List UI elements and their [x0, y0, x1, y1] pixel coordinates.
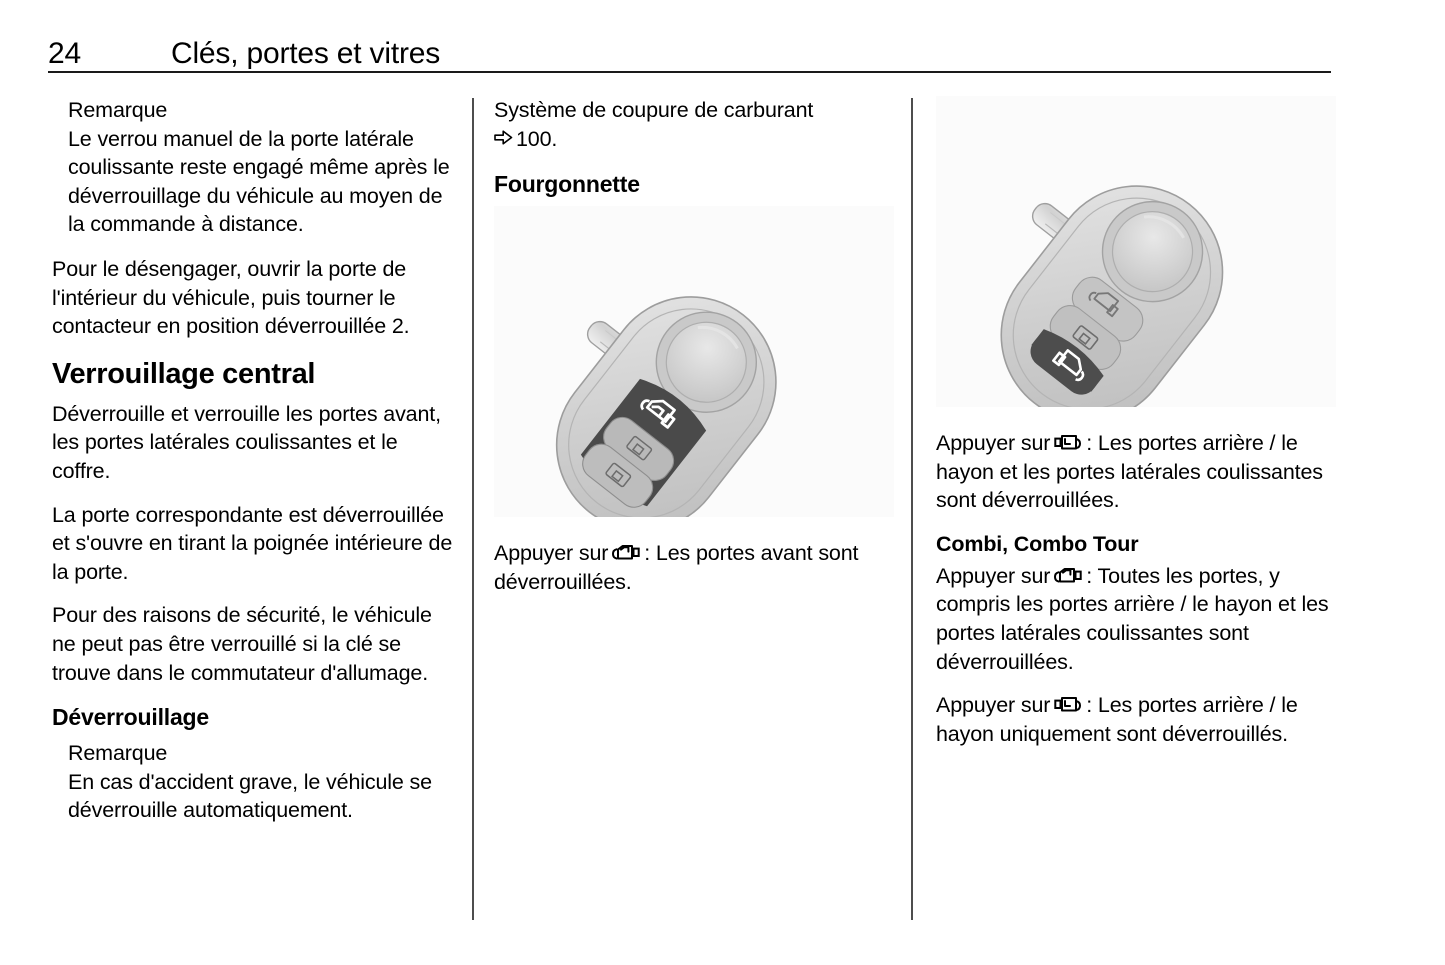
- key-fob-van-svg: [494, 206, 894, 517]
- caption-prefix: Appuyer sur: [936, 431, 1051, 455]
- heading-central-locking: Verrouillage central: [52, 357, 316, 390]
- note-title: Remarque: [68, 98, 168, 122]
- column-divider-2: [911, 98, 913, 920]
- column-3: [936, 96, 1340, 763]
- caption-combi-rear-doors: [936, 429, 1340, 515]
- cross-reference-fuel-cutoff: [494, 96, 898, 154]
- key-fob-combi-svg: [936, 96, 1336, 407]
- caption-suffix: : Les portes avant sont déverrouillées.: [494, 541, 859, 594]
- page-number: 24: [48, 37, 81, 70]
- page-header: [48, 36, 1331, 76]
- caption-prefix: Appuyer sur: [936, 693, 1051, 718]
- heading-combi-combo-tour: Combi, Combo Tour: [936, 531, 1139, 556]
- header-rule: [48, 71, 1331, 73]
- column-divider-1: [472, 98, 474, 920]
- caption-combi-all-doors: [936, 562, 1340, 676]
- note-text: En cas d'accident grave, le véhicule se déverrouille automatiquement.: [68, 769, 432, 823]
- caption-prefix: Appuyer sur: [936, 563, 1051, 588]
- paragraph-safety-reasons: Pour des raisons de sécurité, le véhicule ne peut pas être verrouillé si la clé se trouve dans le commutateur d'allumage.: [52, 603, 432, 685]
- key-fob-combi-illustration: [936, 96, 1336, 407]
- note-block-accident: [68, 739, 456, 825]
- caption-suffix: : Toutes les portes, y compris les portes arrière / le hayon et les portes latérales coulissantes sont déverrouillées.: [936, 563, 1329, 674]
- paragraph-unlock-lock-doors: Déverrouille et verrouille les portes avant, les portes latérales coulissantes et le coffre.: [52, 401, 441, 483]
- caption-suffix: : Les portes arrière / le hayon uniquement sont déverrouillés.: [936, 693, 1298, 746]
- note-text: Le verrou manuel de la porte latérale coulissante reste engagé même après le déverrouillage du véhicule au moyen de la commande à distance.: [68, 126, 450, 237]
- arrow-right-outline-icon: [494, 126, 513, 155]
- cross-reference-page: 100.: [516, 126, 558, 151]
- paragraph-disengage: Pour le désengager, ouvrir la porte de l'intérieur du véhicule, puis tourner le contacteur en position déverrouillée 2.: [52, 256, 410, 339]
- unlock-front-doors-icon: [1053, 567, 1083, 586]
- paragraph-door-opens: La porte correspondante est déverrouillée et s'ouvre en tirant la poignée intérieure de la porte.: [52, 502, 453, 584]
- caption-prefix: Appuyer sur: [494, 541, 609, 566]
- unlock-rear-doors-icon: [1053, 434, 1083, 453]
- columns-container: [0, 96, 1445, 926]
- heading-van: Fourgonnette: [494, 171, 640, 198]
- caption-van-front-doors: [494, 539, 898, 596]
- caption-combi-rear-only: [936, 691, 1340, 748]
- note-title: Remarque: [68, 741, 168, 766]
- caption-suffix: : Les portes arrière / le hayon et les portes latérales coulissantes sont déverrouillées.: [936, 431, 1323, 513]
- heading-unlocking: Déverrouillage: [52, 704, 209, 731]
- cross-reference-label: Système de coupure de carburant: [494, 98, 814, 122]
- column-2: [494, 96, 898, 611]
- note-block-manual-lock: [68, 96, 456, 239]
- unlock-front-doors-icon: [611, 544, 641, 563]
- key-fob-van-illustration: [494, 206, 894, 517]
- chapter-title: Clés, portes et vitres: [171, 37, 441, 70]
- unlock-rear-doors-icon: [1053, 696, 1083, 715]
- column-1: [52, 96, 456, 841]
